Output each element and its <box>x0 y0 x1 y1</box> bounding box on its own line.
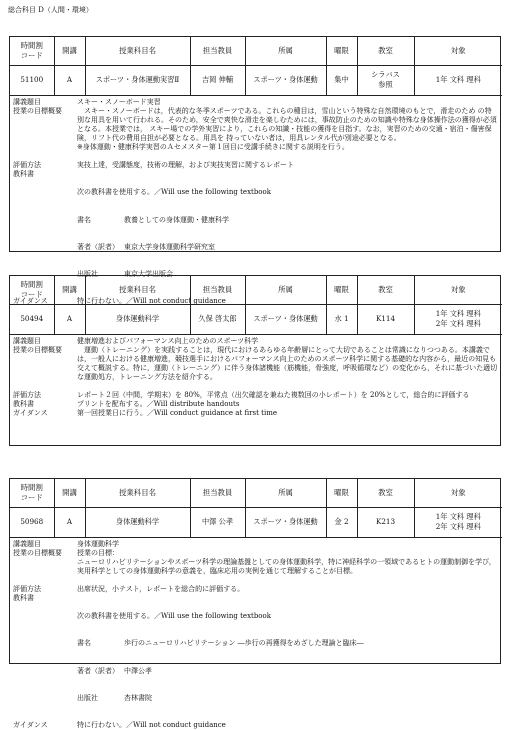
course-day: 水 1 <box>326 304 357 334</box>
textbook-value: 歩行のニューロリハビリテーション ―歩行の再獲得をめざした理論と臨床― <box>124 639 364 648</box>
course-header-table <box>10 37 502 96</box>
goal-text: スキー・スノーボードは，代表的な冬季スポーツである。これらの種目は，雪山という特殊な自然環境のもとで，滑走のため の特別な用具を用いて行われる。そのため，安全で爽快な滑走を楽しむためには，事故防止のための知識や特殊な身体操作法の獲得が必須となる。本授業では， スキー場での学外実習により，これらの知識・技能の獲得を目指す。なお，実習のための交通・宿泊・傷害保険，リフト代の費用自担が必要となる。用具を 持っていない者は，用具レンタル代が別途必要となる。 ※身体運動・健康科学実習のＡセメスター第１回目に受講手続きに関する説明を行う。 <box>77 107 498 152</box>
course-header-table <box>10 479 502 538</box>
header-day: 曜限 <box>334 488 349 497</box>
course-department: スポーツ・身体運動 <box>245 65 326 95</box>
eval-text: レポート２回（中間，学期末）を 80%，平常点（出欠確認を兼ねた複数回の小レポート）を 20%として，総合的に評価する <box>77 391 498 400</box>
goal-label: 授業の目標概要 <box>13 107 77 116</box>
course-block <box>9 36 501 252</box>
page-header: 総合科目 D（人間・環境） <box>8 6 93 15</box>
eval-label: 評価方法 <box>13 585 77 594</box>
textbook-item <box>77 694 498 703</box>
course-code: 51100 <box>10 65 54 95</box>
textbook-value: 杏林書院 <box>124 694 152 703</box>
course-room-line1: K114 <box>376 314 395 323</box>
course-instructor: 吉岡 伸輔 <box>190 65 245 95</box>
textbook-intro: 次の教科書を使用する。／Will use the following textbook <box>77 612 498 621</box>
theme-label: 講義題目 <box>13 540 77 549</box>
theme-text: 健康増進およびパフォーマンス向上のためのスポーツ科学 <box>77 337 498 346</box>
course-instructor: 久保 啓太郎 <box>190 304 245 334</box>
course-room-line2: 参照 <box>378 80 392 89</box>
course-block <box>9 478 501 664</box>
course-target-cell <box>414 304 502 334</box>
header-instructor: 担当教員 <box>203 285 233 294</box>
course-day: 金 2 <box>326 507 357 537</box>
course-day: 集中 <box>326 65 357 95</box>
course-instructor: 中澤 公孝 <box>190 507 245 537</box>
header-target: 対象 <box>451 488 466 497</box>
course-block <box>9 275 501 446</box>
course-target-cell <box>414 65 502 95</box>
header-day: 曜限 <box>334 285 349 294</box>
theme-label: 講義題目 <box>13 337 77 346</box>
course-room-line1: シラバス <box>371 70 400 79</box>
textbook-key: 著者（訳者） <box>77 243 124 252</box>
goal-label: 授業の目標概要 <box>13 346 77 355</box>
eval-text: 実技上達，受講態度，技術の理解，および実技実習に関するレポート <box>77 161 498 170</box>
guidance-text: 第一回授業日に行う。／Will conduct guidance at first time <box>77 409 498 418</box>
course-details <box>10 538 500 730</box>
course-target-line2: 2年 文科 理科 <box>436 319 481 328</box>
eval-label: 評価方法 <box>13 391 77 400</box>
header-department: 所属 <box>278 46 293 55</box>
header-title: 授業科目名 <box>119 285 156 294</box>
guidance-label: ガイダンス <box>13 721 77 730</box>
course-category: A <box>54 304 85 334</box>
course-room-cell <box>357 507 414 537</box>
course-code: 50968 <box>10 507 54 537</box>
goal-text: 運動（トレーニング）を実践することは，現代におけるあらゆる年齢層にとって大切であることは常識になりつつある。本講義では，一般人における健康増進，競技選手におけるパフォーマンス向上のためのスポーツ科学に関する基礎的な内容から，最近の知見も交えて概説する。特に，運動（トレーニング）に伴う身体諸機能（筋機能，骨強度，呼吸循環など）の変化から，それに基づいた適切な運動処方，トレーニング方法を紹介する。 <box>77 346 498 382</box>
course-category: A <box>54 65 85 95</box>
textbook-label: 教科書 <box>13 594 77 603</box>
header-code-line2: コード <box>21 493 43 502</box>
header-day: 曜限 <box>334 46 349 55</box>
guidance-label: ガイダンス <box>13 297 77 306</box>
course-target-line1: 1年 文科 理科 <box>436 75 481 84</box>
course-room-cell <box>357 304 414 334</box>
header-target: 対象 <box>451 285 466 294</box>
goal-text: 授業の目標： ニューロリハビリテーションやスポーツ科学の理論基盤としての身体運動科学，特に神経科学の一領域であるヒトの運動制御を学び，実用科学としての身体運動科学の意義を，臨床応用の実例を通じて理解することが目標。 <box>77 549 498 576</box>
header-category: 開講 <box>62 285 77 294</box>
header-instructor: 担当教員 <box>203 46 233 55</box>
textbook-item <box>77 667 498 676</box>
textbook-key: 著者（訳者） <box>77 667 124 676</box>
header-code-line2: コード <box>21 51 43 60</box>
textbook-value: 東京大学身体運動科学研究室 <box>124 243 215 252</box>
course-title: 身体運動科学 <box>85 507 190 537</box>
header-room: 教室 <box>378 488 393 497</box>
textbook-key: 書名 <box>77 639 124 648</box>
goal-label: 授業の目標概要 <box>13 549 77 558</box>
course-target-line1: 1年 文科 理科 <box>436 309 481 318</box>
textbook-item <box>77 639 498 648</box>
header-title: 授業科目名 <box>119 46 156 55</box>
eval-text: 出席状況，小テスト，レポートを総合的に評価する。 <box>77 585 498 594</box>
textbook-item <box>77 243 498 252</box>
course-target-line2: 2年 文科 理科 <box>436 522 481 531</box>
header-category: 開講 <box>62 488 77 497</box>
theme-text: 身体運動科学 <box>77 540 498 549</box>
header-instructor: 担当教員 <box>203 488 233 497</box>
theme-label: 講義題目 <box>13 98 77 107</box>
guidance-text: 特に行わない。／Will not conduct guidance <box>77 297 498 306</box>
header-code-cell <box>10 276 54 304</box>
theme-text: スキー・スノーボード実習 <box>77 98 498 107</box>
course-target-cell <box>414 507 502 537</box>
textbook-value: 中澤公孝 <box>124 667 152 676</box>
course-title: 身体運動科学 <box>85 304 190 334</box>
guidance-text: 特に行わない。／Will not conduct guidance <box>77 721 498 730</box>
textbook-label: 教科書 <box>13 170 77 179</box>
textbook-intro: プリントを配布する。／Will distribute handouts <box>77 400 498 409</box>
course-room-line1: K213 <box>376 517 395 526</box>
course-header-table <box>10 276 502 335</box>
header-room: 教室 <box>378 285 393 294</box>
header-category: 開講 <box>62 46 77 55</box>
textbook-key: 出版社 <box>77 694 124 703</box>
textbook-intro: 次の教科書を使用する。／Will use the following textbook <box>77 188 498 197</box>
textbook-label: 教科書 <box>13 400 77 409</box>
textbook-key: 書名 <box>77 216 124 225</box>
course-department: スポーツ・身体運動 <box>245 304 326 334</box>
textbook-value: 東京大学出版会 <box>124 270 173 279</box>
header-target: 対象 <box>451 46 466 55</box>
header-code-cell <box>10 37 54 65</box>
guidance-label: ガイダンス <box>13 409 77 418</box>
textbook-item <box>77 216 498 225</box>
textbook-key: 出版社 <box>77 270 124 279</box>
course-details <box>10 335 500 419</box>
course-title: スポーツ・身体運動実習Ⅱ <box>85 65 190 95</box>
header-department: 所属 <box>278 285 293 294</box>
header-code-line1: 時間割 <box>21 41 43 50</box>
header-code-line2: コード <box>21 290 43 299</box>
textbook-value: 教養としての身体運動・健康科学 <box>124 216 229 225</box>
course-department: スポーツ・身体運動 <box>245 507 326 537</box>
header-title: 授業科目名 <box>119 488 156 497</box>
header-code-cell <box>10 479 54 507</box>
header-code-line1: 時間割 <box>21 280 43 289</box>
course-target-line1: 1年 文科 理科 <box>436 512 481 521</box>
header-department: 所属 <box>278 488 293 497</box>
course-code: 50494 <box>10 304 54 334</box>
eval-label: 評価方法 <box>13 161 77 170</box>
header-code-line1: 時間割 <box>21 483 43 492</box>
header-room: 教室 <box>378 46 393 55</box>
course-room-cell <box>357 65 414 95</box>
course-category: A <box>54 507 85 537</box>
